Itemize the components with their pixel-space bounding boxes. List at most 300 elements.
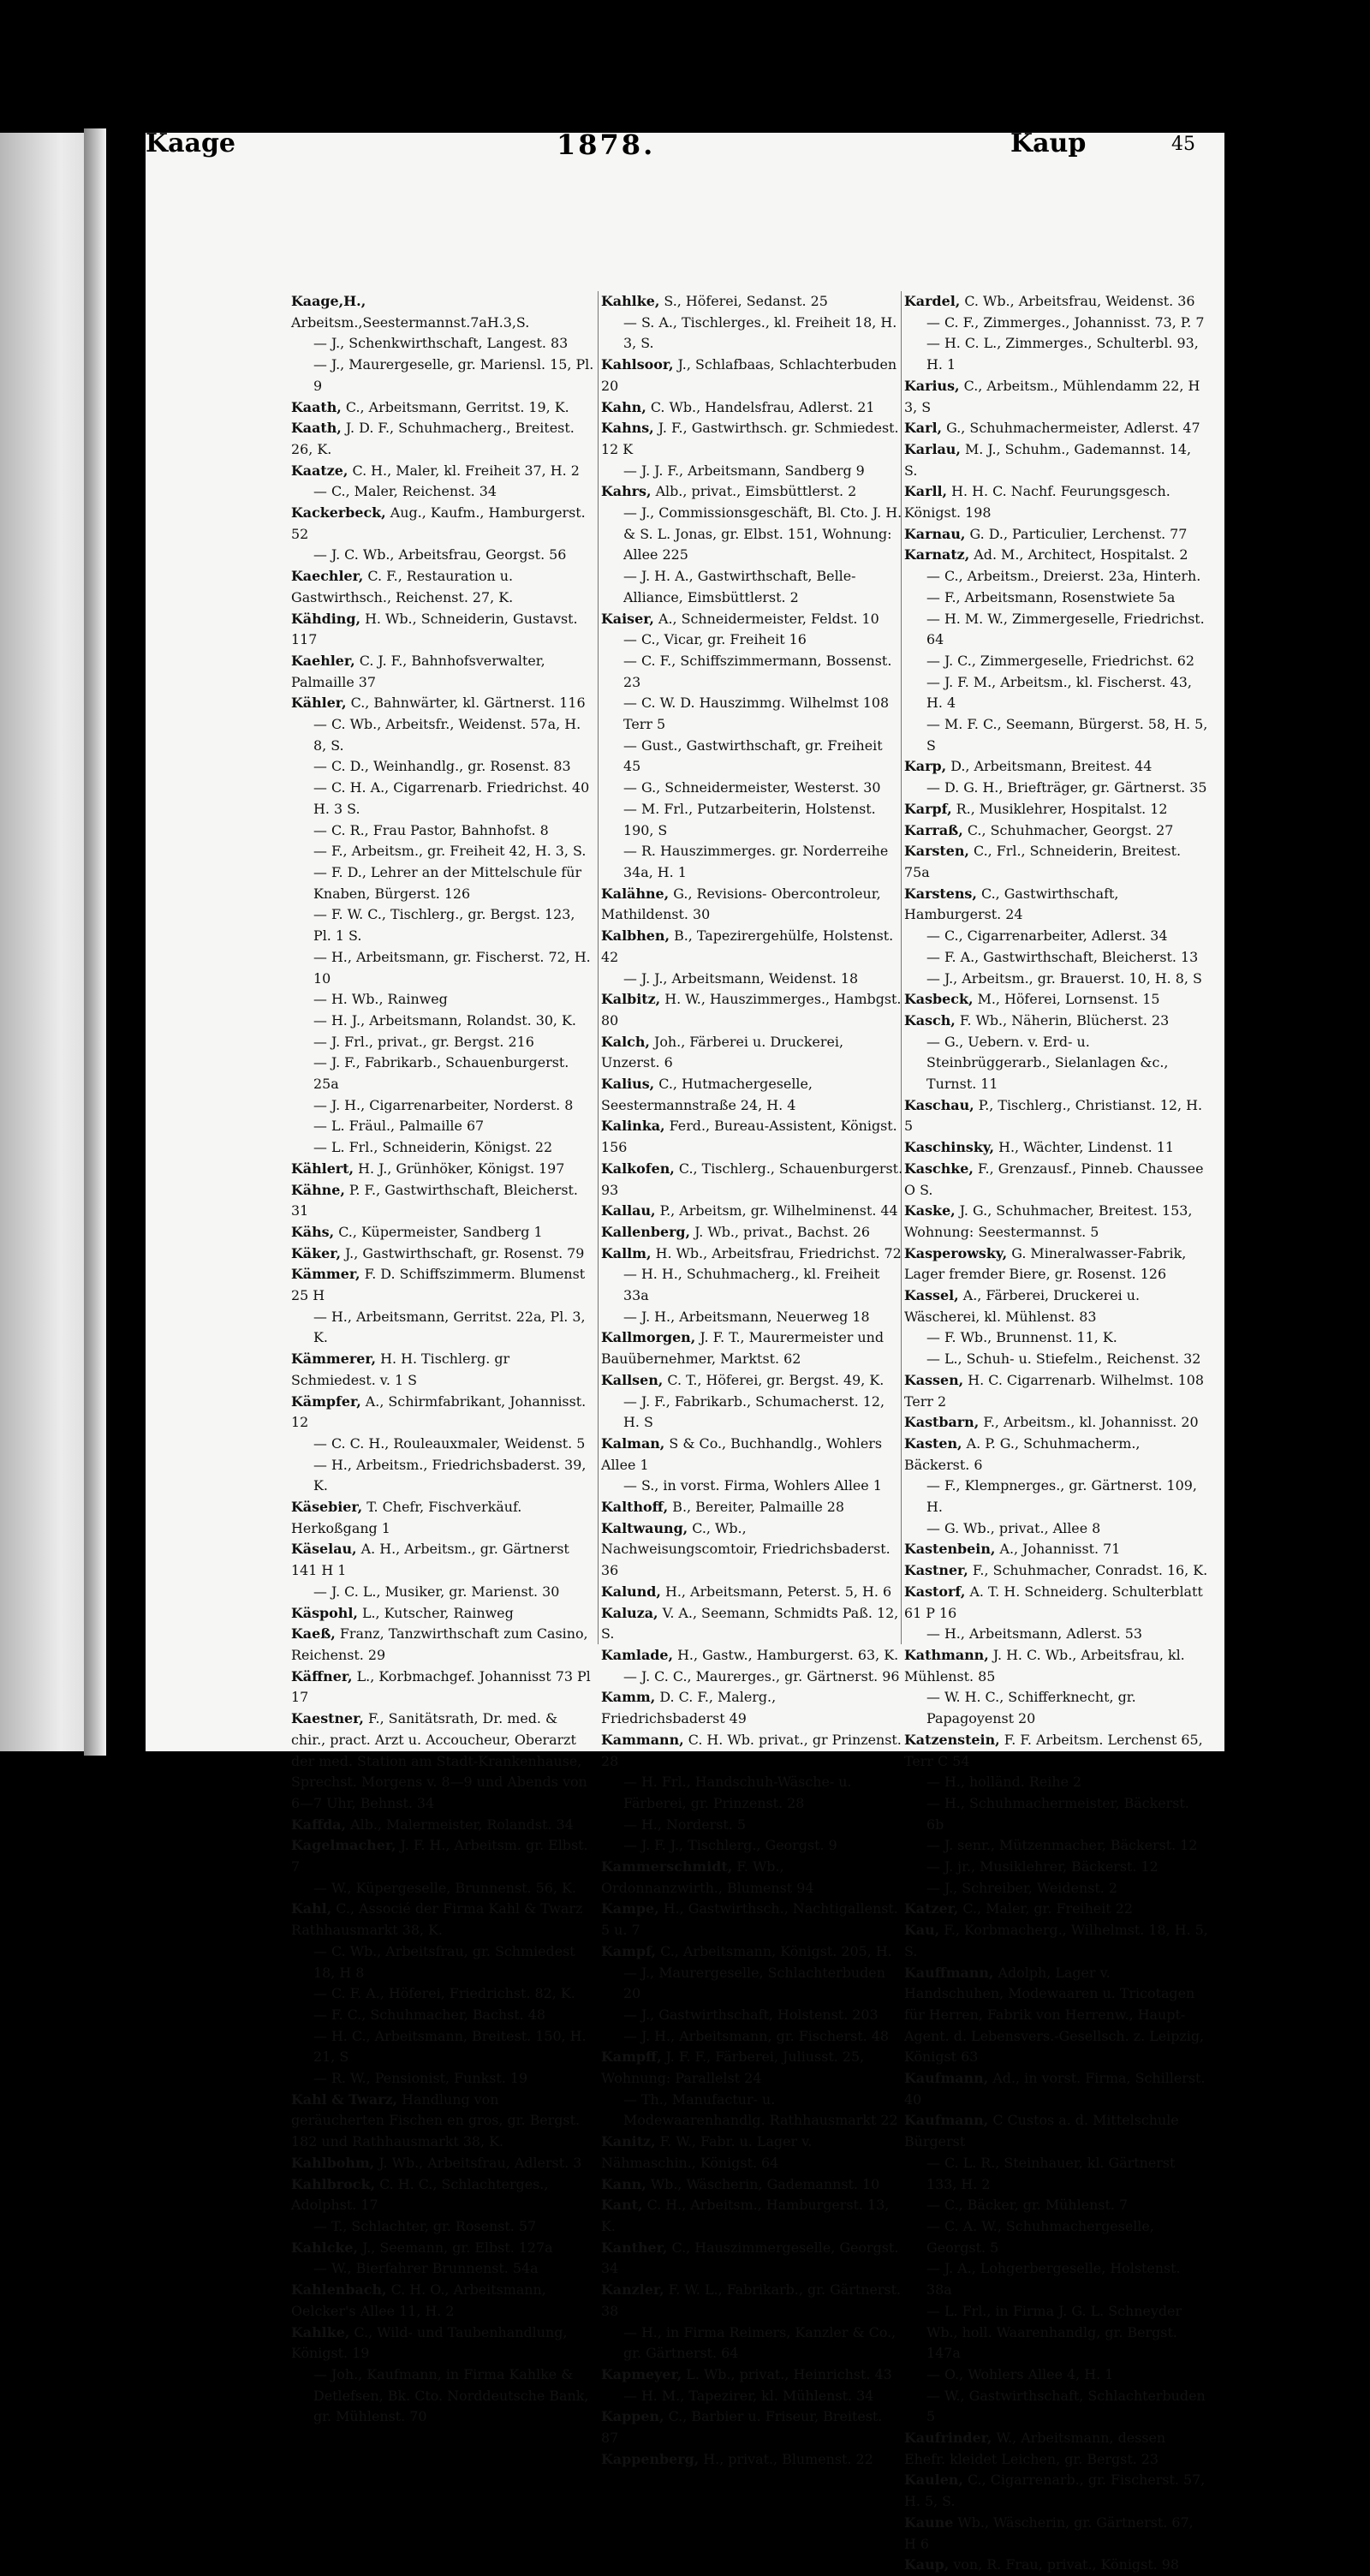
entry-details: G., Revisions- Obercontroleur, Mathildenst. 30	[601, 885, 881, 923]
entry-details: — C. F. A., Höferei, Friedrichst. 82, K.	[313, 1985, 575, 2002]
entry-details: C. H. Wb. privat., gr Prinzenst. 28	[601, 1731, 902, 1769]
directory-entry	[904, 2386, 1208, 2428]
directory-entry	[291, 1116, 595, 1137]
entry-surname: Kasch,	[904, 1011, 956, 1029]
directory-entry	[601, 1201, 903, 1222]
directory-entry	[904, 609, 1208, 651]
entry-details: C. H., Maler, kl. Freiheit 37, H. 2	[352, 462, 580, 479]
entry-details: H. C. Cigarrenarb. Wilhelmst. 108 Terr 2	[904, 1371, 1204, 1410]
entry-details: — F. D., Lehrer an der Mittelschule für Knaben, Bürgerst. 126	[313, 863, 582, 902]
entry-details: — C., Arbeitsm., Dreierst. 23a, Hinterh.	[926, 568, 1201, 585]
entry-details: — H., Norderst. 5	[623, 1816, 746, 1833]
directory-entry	[291, 1878, 595, 1899]
directory-entry	[291, 693, 595, 714]
directory-entry	[904, 778, 1208, 799]
directory-entry	[291, 1899, 595, 1941]
directory-entry	[601, 1307, 903, 1328]
entry-details: — Gust., Gastwirthschaft, gr. Freiheit 45	[623, 736, 883, 775]
entry-surname: Kahlcke,	[291, 2239, 359, 2256]
directory-entry	[291, 904, 595, 946]
entry-details: — R. Hauszimmerges. gr. Norderreihe 34a, H. 1	[623, 843, 889, 880]
directory-entry	[291, 1264, 595, 1306]
directory-entry	[601, 1434, 903, 1476]
entry-surname: Kählert,	[291, 1160, 354, 1177]
directory-column-2	[601, 291, 903, 2467]
entry-details: — J. jr., Musiklehrer, Bäckerst. 12	[926, 1858, 1159, 1875]
entry-surname: Karnatz,	[904, 546, 970, 564]
directory-entry	[904, 1159, 1208, 1201]
directory-entry	[291, 545, 595, 566]
entry-surname: Kaltwaung,	[601, 1519, 688, 1536]
entry-details: — H. C., Arbeitsmann, Breitest. 150, H. 21, S	[313, 2027, 587, 2066]
entry-details: M. J., Schuhm., Gademannst. 14, S.	[904, 440, 1192, 479]
entry-surname: Kanther,	[601, 2239, 668, 2256]
entry-details: A. H., Arbeitsm., gr. Gärtnerst 141 H 1	[291, 1541, 569, 1579]
directory-entry	[291, 291, 595, 333]
directory-entry	[601, 629, 903, 651]
directory-entry	[601, 2132, 903, 2174]
directory-entry	[291, 2174, 595, 2216]
entry-details: — J. F. J., Tischlerg., Georgst. 9	[623, 1837, 837, 1854]
directory-entry	[291, 714, 595, 756]
directory-entry	[601, 799, 903, 841]
directory-entry	[601, 1222, 903, 1243]
entry-surname: Kähding,	[291, 610, 361, 627]
entry-details: H., Wächter, Lindenst. 11	[998, 1139, 1174, 1156]
entry-details: — C. Wb., Arbeitsfrau, gr. Schmiedest 18, H 8	[313, 1942, 575, 1981]
entry-surname: Kampf,	[601, 1942, 657, 1959]
entry-details: B., Tapezirergehülfe, Holstenst. 42	[601, 927, 894, 965]
directory-entry	[291, 566, 595, 608]
directory-entry	[904, 820, 1208, 842]
directory-entry	[291, 1667, 595, 1708]
entry-surname: Kallau,	[601, 1202, 656, 1219]
entry-details: — H., Arbeitsmann, Gerritst. 22a, Pl. 3, K.	[313, 1308, 586, 1346]
directory-entry	[904, 1772, 1208, 1793]
entry-details: C., Tischlerg., Schauenburgerst. 93	[601, 1160, 903, 1198]
entry-surname: Karraß,	[904, 821, 963, 838]
directory-entry	[904, 1370, 1208, 1412]
entry-surname: Käker,	[291, 1244, 341, 1261]
directory-entry	[904, 2555, 1208, 2576]
entry-details: F. Wb., Ordonnanzwirth., Blumenst 94	[601, 1858, 814, 1896]
directory-entry	[904, 587, 1208, 609]
entry-details: L., Korbmachgef. Johannisst 73 Pl 17	[291, 1667, 591, 1706]
entry-surname: Karp,	[904, 758, 947, 775]
entry-details: — J. F., Fabrikarb., Schumacherst. 12, H. S	[623, 1392, 885, 1431]
directory-entry	[904, 439, 1208, 481]
entry-details: — L. Frl., in Firma J. G. L. Schneyder Wb., holl. Waarenhandlg, gr. Bergst. 147a	[926, 2302, 1182, 2362]
entry-details: Alb., Malermeister, Rolandst. 34	[350, 1816, 574, 1833]
entry-details: — W. H. C., Schifferknecht, gr. Papagoyenst 20	[926, 1689, 1136, 1727]
entry-details: J. H. C. Wb., Arbeitsfrau, kl. Mühlenst. 85	[904, 1647, 1185, 1685]
directory-entry	[904, 1899, 1208, 1920]
directory-entry	[601, 736, 903, 778]
entry-details: F., Arbeitsm., kl. Johannisst. 20	[983, 1414, 1199, 1431]
directory-entry	[904, 1793, 1208, 1835]
book-gutter	[84, 128, 106, 1756]
directory-entry	[904, 714, 1208, 756]
running-head-left: Kaage	[146, 128, 236, 158]
entry-details: — J., Maurergeselle, gr. Mariensl. 15, Pl. 9	[313, 356, 594, 394]
entry-details: — R. W., Pensionist, Funkst. 19	[313, 2070, 528, 2087]
directory-entry	[291, 1307, 595, 1349]
directory-entry	[904, 481, 1208, 523]
directory-entry	[291, 2068, 595, 2090]
directory-entry	[904, 2364, 1208, 2386]
directory-entry	[904, 1137, 1208, 1159]
directory-entry	[601, 2195, 903, 2237]
entry-surname: Kaufrinder,	[904, 2430, 992, 2447]
entry-surname: Kastner,	[904, 1562, 968, 1579]
entry-details: A., Schneidermeister, Feldst. 10	[658, 610, 879, 627]
entry-surname: Kampff,	[601, 2048, 662, 2066]
entry-details: — C., Cigarrenarbeiter, Adlerst. 34	[926, 927, 1168, 945]
entry-details: H. Wb., Arbeitsfrau, Friedrichst. 72	[655, 1244, 902, 1261]
entry-details: C., Küpermeister, Sandberg 1	[338, 1223, 543, 1240]
entry-details: — J., Commissionsgeschäft, Bl. Cto. J. H. & S. L. Jonas, gr. Elbst. 151, Wohnung: Allee 225	[623, 504, 902, 564]
entry-details: — H. H., Schuhmacherg., kl. Freiheit 33a	[623, 1266, 880, 1304]
entry-surname: Käsebier,	[291, 1499, 363, 1516]
entry-details: — H., Arbeitsm., Friedrichsbaderst. 39, K.	[313, 1456, 587, 1494]
directory-entry	[601, 1899, 903, 1941]
entry-surname: Kaup,	[904, 2556, 950, 2573]
directory-entry	[601, 418, 903, 460]
directory-entry	[601, 1730, 903, 1772]
directory-entry	[904, 1412, 1208, 1434]
directory-entry	[904, 333, 1208, 375]
entry-details: Franz, Tanzwirthschaft zum Casino, Reichenst. 29	[291, 1625, 588, 1663]
entry-details: A. P. G., Schuhmacherm., Bäckerst. 6	[904, 1434, 1141, 1473]
entry-surname: Kämmer,	[291, 1266, 360, 1283]
directory-entry	[291, 1983, 595, 2005]
directory-entry	[291, 1815, 595, 1836]
entry-details: C., Gastwirthschaft, Hamburgerst. 24	[904, 885, 1119, 923]
directory-entry	[904, 989, 1208, 1011]
entry-details: — J., Gastwirthschaft, Holstenst. 203	[623, 2006, 879, 2023]
directory-entry	[291, 1095, 595, 1117]
directory-entry	[601, 778, 903, 799]
entry-details: J. G., Schuhmacher, Breitest. 153, Wohnung: Seestermannst. 5	[904, 1202, 1193, 1240]
directory-entry	[904, 2110, 1208, 2152]
entry-details: — H. J., Arbeitsmann, Rolandst. 30, K.	[313, 1011, 576, 1029]
entry-surname: Kampe,	[601, 1900, 659, 1917]
entry-details: F. W. L., Fabrikarb., gr. Gärtnerst. 38	[601, 2281, 902, 2319]
directory-entry	[291, 778, 595, 820]
running-head-year: 1878.	[557, 128, 656, 161]
directory-entry	[601, 2047, 903, 2089]
entry-details: H., Gastw., Hamburgerst. 63, K.	[677, 1647, 899, 1663]
entry-details: Aug., Kaufm., Hamburgerst. 52	[291, 504, 586, 542]
entry-surname: Kähler,	[291, 695, 347, 712]
entry-details: C. T., Höferei, gr. Bergst. 49, K.	[667, 1371, 885, 1388]
directory-entry	[601, 1963, 903, 2005]
entry-details: — M. F. C., Seemann, Bürgerst. 58, H. 5, S	[926, 716, 1208, 754]
entry-details: — S. A., Tischlerges., kl. Freiheit 18, H. 3, S.	[623, 313, 897, 352]
entry-details: — L. Fräul., Palmaille 67	[313, 1118, 485, 1135]
running-head-right: Kaup	[1010, 128, 1087, 158]
directory-entry	[904, 2258, 1208, 2300]
directory-entry	[904, 2195, 1208, 2216]
entry-details: Alb., privat., Eimsbüttlerst. 2	[655, 483, 857, 500]
entry-surname: Käffner,	[291, 1667, 353, 1685]
directory-entry	[601, 693, 903, 735]
entry-details: — J., Schenkwirthschaft, Langest. 83	[313, 335, 569, 352]
directory-entry	[291, 820, 595, 842]
entry-details: — O., Wohlers Allee 4, H. 1	[926, 2365, 1114, 2382]
entry-details: J., Seemann, gr. Elbst. 127a	[362, 2239, 553, 2256]
entry-surname: Kahn,	[601, 398, 646, 415]
entry-surname: Kapmeyer,	[601, 2365, 682, 2382]
directory-entry	[904, 2428, 1208, 2470]
entry-details: Wb., Wäscherin, gr. Gärtnerst. 67, H 6	[904, 2513, 1194, 2552]
entry-details: C., Wb., Nachweisungscomtoir, Friedrichsbaderst. 36	[601, 1519, 890, 1579]
entry-details: C., Barbier u. Friseur, Breitest. 87	[601, 2408, 883, 2447]
directory-entry	[601, 1074, 903, 1116]
directory-entry	[601, 1941, 903, 1963]
directory-entry	[904, 566, 1208, 587]
entry-surname: Kammerschmidt,	[601, 1858, 733, 1875]
entry-surname: Kahrs,	[601, 483, 652, 500]
entry-surname: Kähne,	[291, 1181, 345, 1198]
directory-entry	[601, 2090, 903, 2132]
entry-surname: Kalbitz,	[601, 991, 661, 1008]
directory-entry	[601, 397, 903, 419]
entry-details: A., Johannisst. 71	[999, 1541, 1121, 1558]
entry-surname: Kappen,	[601, 2408, 664, 2425]
directory-entry	[601, 1603, 903, 1645]
directory-entry	[291, 2005, 595, 2026]
entry-surname: Karsten,	[904, 843, 969, 860]
entry-details: F., Korbmacherg., Wilhelmst. 18, H. 5, S.	[904, 1922, 1208, 1959]
entry-surname: Karnau,	[904, 525, 966, 542]
entry-details: H. W., Hauszimmerges., Hambgst. 80	[601, 991, 902, 1029]
entry-surname: Kant,	[601, 2197, 643, 2214]
entry-details: — F., Arbeitsmann, Rosenstwiete 5a	[926, 588, 1176, 605]
directory-entry	[601, 2174, 903, 2196]
directory-entry	[291, 947, 595, 989]
entry-surname: Kastbarn,	[904, 1414, 980, 1431]
directory-entry	[291, 397, 595, 419]
directory-entry	[904, 672, 1208, 714]
directory-entry	[291, 841, 595, 862]
directory-entry	[291, 1497, 595, 1539]
directory-entry	[291, 2090, 595, 2153]
entry-surname: Kassen,	[904, 1371, 964, 1388]
entry-surname: Kastorf,	[904, 1583, 966, 1600]
directory-entry	[601, 1392, 903, 1434]
entry-surname: Kämpfer,	[291, 1392, 361, 1410]
entry-details: J., Gastwirthschaft, gr. Rosenst. 79	[345, 1244, 585, 1261]
entry-details: F., Grenzausf., Pinneb. Chaussee O S.	[904, 1160, 1204, 1198]
entry-details: J. Wb., Arbeitsfrau, Adlerst. 3	[378, 2154, 582, 2171]
directory-entry	[904, 2153, 1208, 2195]
entry-details: — J. F., Fabrikarb., Schauenburgerst. 25a	[313, 1054, 569, 1093]
directory-entry	[601, 1264, 903, 1306]
directory-entry	[904, 1011, 1208, 1032]
directory-entry	[904, 2301, 1208, 2364]
entry-details: H., Arbeitsmann, Peterst. 5, H. 6	[664, 1583, 892, 1600]
entry-surname: Kaestner,	[291, 1710, 364, 1727]
directory-entry	[601, 355, 903, 397]
directory-entry	[601, 609, 903, 630]
directory-entry	[601, 1116, 903, 1158]
entry-details: C., Associé der Firma Kahl & Twarz Rathhausmarkt 38, K.	[291, 1900, 583, 1939]
directory-entry	[291, 1835, 595, 1877]
entry-details: Arbeitsm.,Seestermannst.7aH.3,S.	[291, 313, 530, 331]
directory-entry	[601, 461, 903, 482]
entry-surname: Käselau,	[291, 1541, 357, 1558]
entry-details: C. H., Arbeitsm., Hamburgerst. 13, K.	[601, 2197, 890, 2234]
directory-entry	[601, 1857, 903, 1899]
directory-entry	[291, 1582, 595, 1603]
directory-entry	[291, 2216, 595, 2238]
directory-entry	[291, 1392, 595, 1434]
directory-entry	[601, 503, 903, 566]
entry-details: — J. C. L., Musiker, gr. Marienst. 30	[313, 1583, 560, 1600]
entry-details: P., Arbeitsm, gr. Wilhelminenst. 44	[659, 1202, 898, 1219]
entry-details: F. D. Schiffszimmerm. Blumenst 25 H	[291, 1266, 586, 1304]
entry-details: W., Arbeitsmann, dessen Ehefr. kleidet Leichen, gr. Bergst. 23	[904, 2430, 1166, 2467]
directory-entry	[291, 2238, 595, 2259]
directory-entry	[291, 989, 595, 1011]
entry-details: — H., Arbeitsmann, gr. Fischerst. 72, H. 10	[313, 948, 591, 987]
entry-details: — J. H., Arbeitsmann, Neuerweg 18	[623, 1308, 870, 1325]
directory-entry	[601, 1835, 903, 1857]
entry-surname: Kaeß,	[291, 1625, 336, 1643]
entry-surname: Kanzler,	[601, 2281, 664, 2299]
entry-details: B., Bereiter, Palmaille 28	[672, 1499, 845, 1516]
entry-surname: Kasbeck,	[904, 991, 974, 1008]
entry-details: — C., Bäcker, gr. Mühlenst. 7	[926, 2197, 1129, 2214]
directory-entry	[291, 1941, 595, 1983]
entry-details: — C. L. R., Steinhauer, kl. Gärtnerst 133, H. 2	[926, 2154, 1176, 2192]
entry-details: C., Schuhmacher, Georgst. 27	[967, 821, 1174, 838]
directory-entry	[291, 2364, 595, 2428]
entry-details: — M. Frl., Putzarbeiterin, Holstenst. 190, S	[623, 800, 876, 838]
entry-surname: Katzenstein,	[904, 1731, 1000, 1748]
entry-surname: Kann,	[601, 2175, 646, 2192]
directory-entry	[904, 926, 1208, 947]
entry-details: D. C. F., Malerg., Friedrichsbaderst 49	[601, 1689, 777, 1727]
entry-surname: Kaechler,	[291, 568, 364, 585]
entry-details: — J., Maurergeselle, Schlachterbuden 20	[623, 1964, 885, 2002]
entry-details: — F., Arbeitsm., gr. Freiheit 42, H. 3, S.	[313, 843, 587, 860]
entry-details: — F. W. C., Tischlerg., gr. Bergst. 123, Pl. 1 S.	[313, 906, 575, 945]
entry-surname: Karpf,	[904, 800, 952, 817]
directory-entry	[291, 1159, 595, 1180]
directory-entry	[904, 418, 1208, 439]
entry-details: — C. C. H., Rouleauxmaler, Weidenst. 5	[313, 1434, 586, 1452]
entry-details: A., Färberei, Druckerei u. Wäscherei, kl. Mühlenst. 83	[904, 1287, 1141, 1325]
entry-details: — W., Küpergeselle, Brunnenst. 56, K.	[313, 1879, 576, 1896]
entry-details: — J. H., Cigarrenarbeiter, Norderst. 8	[313, 1096, 574, 1113]
entry-surname: Kalius,	[601, 1076, 655, 1093]
entry-details: C., Arbeitsm., Mühlendamm 22, H 3, S	[904, 377, 1200, 415]
entry-surname: Kamm,	[601, 1689, 656, 1706]
entry-details: — J. senr., Mützenmacher, Bäckerst. 12	[926, 1837, 1198, 1854]
entry-details: J. Wb., privat., Bachst. 26	[694, 1223, 871, 1240]
entry-details: J. F., Gastwirthsch. gr. Schmiedest. 12 K	[601, 420, 899, 457]
directory-entry	[904, 841, 1208, 883]
entry-details: J. F. H., Arbeitsm. gr. Elbst. 7	[291, 1837, 588, 1875]
entry-details: — J. F. M., Arbeitsm., kl. Fischerst. 43, H. 4	[926, 673, 1192, 712]
entry-details: — H., holländ. Reihe 2	[926, 1774, 1082, 1791]
entry-surname: Kasten,	[904, 1434, 962, 1452]
directory-entry	[904, 1878, 1208, 1899]
entry-details: Joh., Färberei u. Druckerei, Unzerst. 6	[601, 1033, 843, 1071]
directory-entry	[291, 355, 595, 397]
entry-details: — F., Klempnerges., gr. Gärtnerst. 109, H.	[926, 1477, 1197, 1516]
entry-surname: Kastenbein,	[904, 1541, 996, 1558]
entry-details: J. F. F., Färberei, Juliusst. 25, Wohnung: Parallelst 24	[601, 2048, 865, 2087]
directory-entry	[904, 1201, 1208, 1243]
entry-surname: Kallm,	[601, 1244, 652, 1261]
entry-surname: Kallmorgen,	[601, 1329, 696, 1346]
entry-details: von, R. Frau, privat., Königst. 98	[953, 2556, 1179, 2573]
entry-details: — F. C., Schuhmacher, Bachst. 48	[313, 2006, 546, 2023]
entry-details: C. Wb., Handelsfrau, Adlerst. 21	[650, 398, 875, 415]
directory-entry	[601, 969, 903, 990]
entry-details: — C. A. W., Schuhmachergeselle, Georgst. 5	[926, 2217, 1154, 2256]
entry-surname: Kassel,	[904, 1287, 959, 1304]
entry-details: — H. M., Tapezirer, kl. Mühlenst. 34	[623, 2387, 874, 2404]
entry-surname: Kallsen,	[601, 1371, 664, 1388]
directory-entry	[904, 799, 1208, 820]
entry-surname: Kähs,	[291, 1223, 335, 1240]
directory-entry	[601, 989, 903, 1031]
directory-entry	[904, 1963, 1208, 2069]
directory-entry	[291, 1708, 595, 1815]
directory-entry	[601, 1497, 903, 1518]
directory-entry	[601, 291, 903, 313]
directory-entry	[291, 1011, 595, 1032]
directory-entry	[601, 651, 903, 693]
directory-column-1	[291, 291, 595, 2425]
entry-details: C. H. O., Arbeitsmann, Oelcker's Allee 11, H. 2	[291, 2281, 546, 2319]
directory-entry	[601, 2238, 903, 2280]
directory-entry	[904, 313, 1208, 334]
directory-entry	[291, 1349, 595, 1391]
entry-surname: Kalund,	[601, 1583, 661, 1600]
entry-details: C., Arbeitsmann, Gerritst. 19, K.	[345, 398, 569, 415]
directory-entry	[601, 1032, 903, 1074]
directory-entry	[601, 1772, 903, 1814]
directory-entry	[601, 1243, 903, 1265]
entry-details: J. D. F., Schuhmacherg., Breitest. 26, K.	[291, 420, 575, 457]
entry-details: — J. Frl., privat., gr. Bergst. 216	[313, 1033, 534, 1050]
entry-surname: Kaulen,	[904, 2472, 963, 2489]
entry-surname: Kaschke,	[904, 1160, 974, 1177]
entry-details: H. H. C. Nachf. Feurungsgesch. Königst. 198	[904, 483, 1170, 522]
entry-details: Handlung von geräucherten Fischen en gros, gr. Bergst. 182 und Rathhausmarkt 38, K.	[291, 2090, 581, 2150]
entry-details: J. F. T., Maurermeister und Bauübernehmer, Marktst. 62	[601, 1329, 885, 1368]
directory-entry	[601, 884, 903, 926]
entry-details: S & Co., Buchhandlg., Wohlers Allee 1	[601, 1434, 882, 1473]
directory-entry	[904, 969, 1208, 990]
directory-entry	[601, 2026, 903, 2048]
entry-details: A. T. H. Schneiderg. Schulterblatt 61 P 16	[904, 1583, 1203, 1621]
entry-details: — C. F., Schiffszimmermann, Bossenst. 23	[623, 652, 892, 690]
page-header	[146, 128, 1207, 164]
directory-entry	[601, 1159, 903, 1201]
entry-surname: Kaiser,	[601, 610, 654, 627]
directory-entry	[601, 2323, 903, 2364]
directory-entry	[601, 1582, 903, 1603]
entry-surname: Kaehler,	[291, 652, 355, 669]
entry-surname: Kathmann,	[904, 1647, 989, 1663]
directory-entry	[291, 503, 595, 545]
